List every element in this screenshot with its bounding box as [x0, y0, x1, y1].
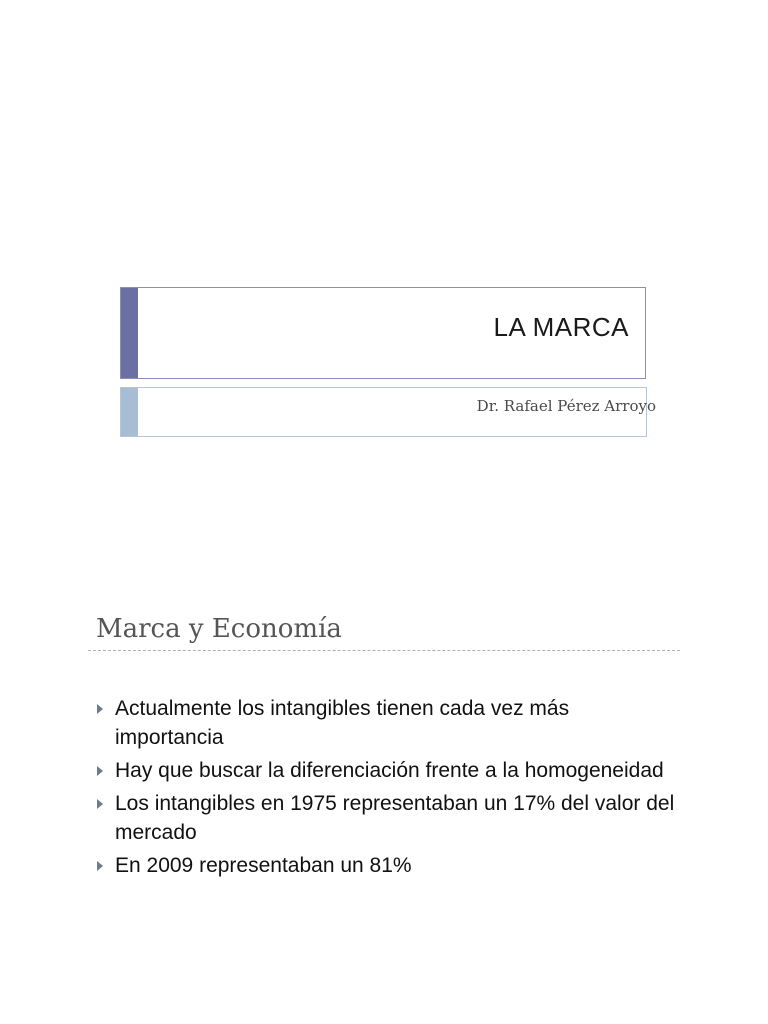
bullet-arrow-icon: [97, 766, 103, 776]
heading-divider: [88, 650, 680, 651]
bullet-arrow-icon: [97, 861, 103, 871]
bullet-text: Los intangibles en 1975 representaban un 17% del valor del mercado: [115, 792, 675, 844]
bullet-arrow-icon: [97, 704, 103, 714]
title-accent-bar: [121, 288, 138, 378]
bullet-arrow-icon: [97, 799, 103, 809]
title-box: [120, 287, 646, 379]
slide-subtitle: Dr. Rafael Pérez Arroyo: [476, 397, 656, 415]
bullet-list: [96, 694, 676, 884]
bullet-text: En 2009 representaban un 81%: [115, 854, 412, 877]
bullet-text: Actualmente los intangibles tienen cada vez más importancia: [115, 697, 570, 749]
bullet-item: [96, 851, 676, 880]
bullet-item: [96, 694, 676, 752]
bullet-item: [96, 756, 676, 785]
subtitle-box: [120, 387, 656, 437]
subtitle-accent-bar: [121, 388, 138, 436]
bullet-text: Hay que buscar la diferenciación frente a la homogeneidad: [115, 759, 664, 782]
bullet-item: [96, 789, 676, 847]
slide-title: LA MARCA: [493, 312, 629, 342]
section-heading: Marca y Economía: [96, 614, 342, 644]
